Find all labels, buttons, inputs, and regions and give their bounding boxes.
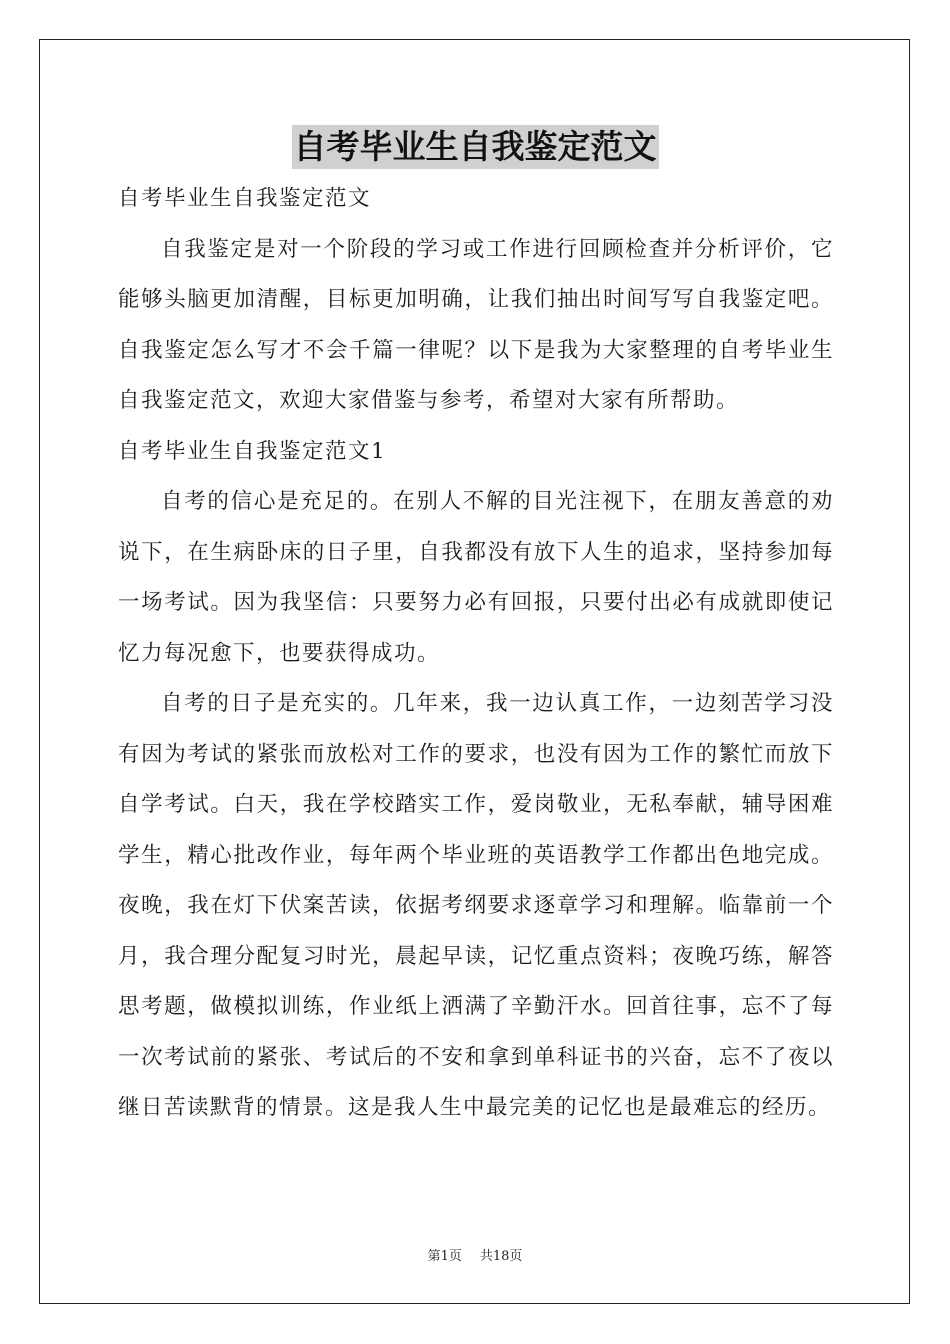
- body-paragraph: 自考的日子是充实的。几年来，我一边认真工作，一边刻苦学习没有因为考试的紧张而放松对工作的要求，也没有因为工作的繁忙而放下自学考试。白天，我在学校踏实工作，爱岗敬业，无私奉献，辅导困难学生，精心批改作业，每年两个毕业班的英语教学工作都出色地完成。夜晚，我在灯下伏案苦读，依据考纲要求逐章学习和理解。临靠前一个月，我合理分配复习时光，晨起早读，记忆重点资料；夜晚巧练，解答思考题，做模拟训练，作业纸上洒满了辛勤汗水。回首往事，忘不了每一次考试前的紧张、考试后的不安和拿到单科证书的兴奋，忘不了夜以继日苦读默背的情景。这是我人生中最完美的记忆也是最难忘的经历。: [118, 691, 834, 1120]
- title-container: [0, 125, 950, 169]
- document-body: [118, 174, 834, 1134]
- body-paragraph: 自考的信心是充足的。在别人不解的目光注视下，在朋友善意的劝说下，在生病卧床的日子里，自我都没有放下人生的追求，坚持参加每一场考试。因为我坚信：只要努力必有回报，只要付出必有成就即使记忆力每况愈下，也要获得成功。: [118, 489, 834, 666]
- section-heading: 自考毕业生自我鉴定范文1: [118, 438, 387, 464]
- page-footer: [0, 1249, 950, 1265]
- document-title: 自考毕业生自我鉴定范文: [292, 125, 659, 169]
- page-total: 共18页: [479, 1249, 523, 1264]
- subtitle-heading: 自考毕业生自我鉴定范文: [118, 186, 372, 211]
- intro-paragraph: 自我鉴定是对一个阶段的学习或工作进行回顾检查并分析评价，它能够头脑更加清醒，目标更加明确，让我们抽出时间写写自我鉴定吧。自我鉴定怎么写才不会千篇一律呢？以下是我为大家整理的自考毕业生自我鉴定范文，欢迎大家借鉴与参考，希望对大家有所帮助。: [118, 236, 834, 413]
- page-number: 第1页: [427, 1249, 462, 1264]
